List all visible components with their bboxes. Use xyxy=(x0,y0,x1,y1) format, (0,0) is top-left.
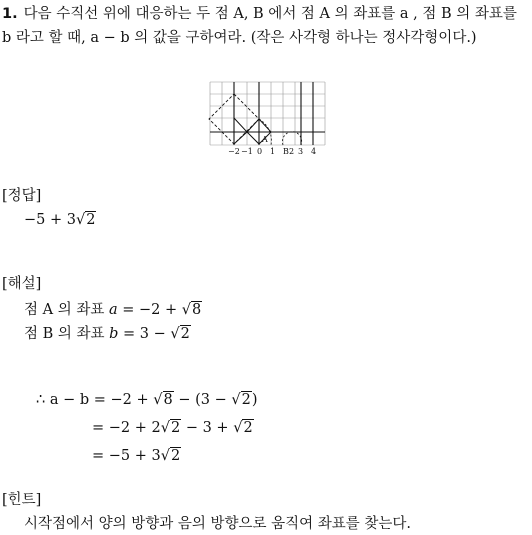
answer-label: [정답] xyxy=(2,188,42,204)
tick-label: −2 xyxy=(228,147,240,156)
calc-line-1: ∴ a − b = −2 + √8 − (3 − √2) xyxy=(36,392,258,408)
tick-label: −1 xyxy=(241,147,253,156)
point-label-a: A xyxy=(262,135,268,144)
explanation-line-a: 점 A 의 좌표 a = −2 + √8 xyxy=(24,302,202,318)
tick-label: 0 xyxy=(257,147,263,156)
tick-label: 1 xyxy=(270,147,276,156)
answer-expression: −5 + 3√2 xyxy=(24,212,96,228)
calc-line-2: = −2 + 2√2 − 3 + √2 xyxy=(92,420,253,436)
calc-line-3: = −5 + 3√2 xyxy=(92,448,181,464)
tick-label: 3 xyxy=(298,147,304,156)
problem-number: 1. xyxy=(2,6,18,22)
problem-text: 다음 수직선 위에 대응하는 두 점 A, B 에서 점 A 의 좌표를 a , 점 B 의 좌표를 b 라고 할 때, a − b 의 값을 구하여라. (작은 사각형 하나는 정사각형이다.) xyxy=(2,6,517,46)
problem-statement xyxy=(2,2,530,50)
hint-text: 시작점에서 양의 방향과 음의 방향으로 움직여 좌표를 찾는다. xyxy=(24,516,412,532)
explanation-line-b: 점 B 의 좌표 b = 3 − √2 xyxy=(24,326,190,342)
number-line-figure xyxy=(205,80,330,158)
tick-label: 2 xyxy=(289,147,295,156)
hint-label: [힌트] xyxy=(2,492,42,508)
arc-b xyxy=(282,132,301,145)
tick-label: 4 xyxy=(311,147,317,156)
explanation-label: [해설] xyxy=(2,276,42,292)
point-label-b: B xyxy=(283,147,289,156)
solid-triangle xyxy=(234,118,247,144)
